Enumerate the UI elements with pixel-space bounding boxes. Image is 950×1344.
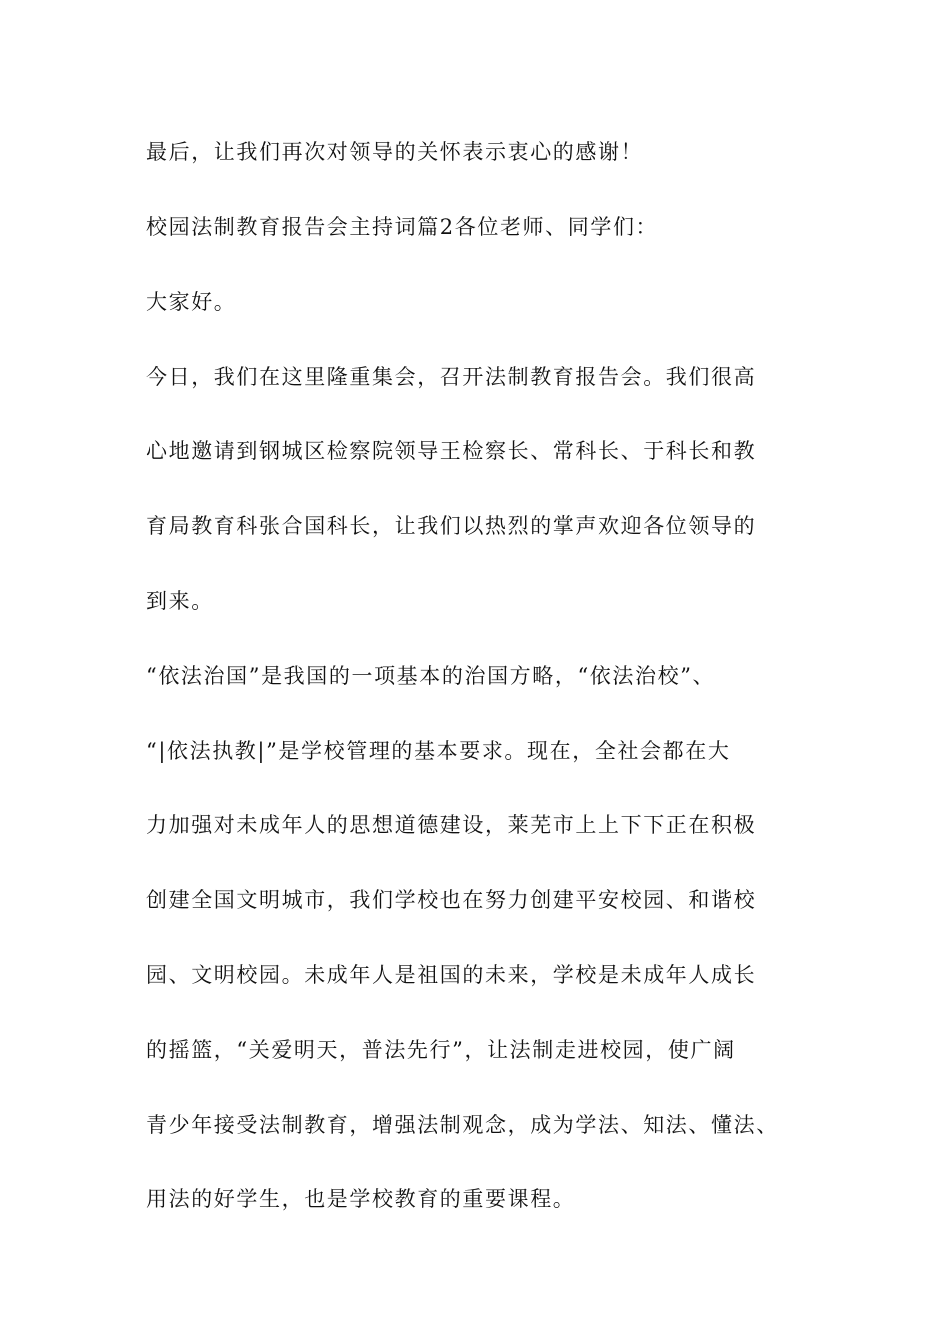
text-line-10: 力加强对未成年人的思想道德建设，莱芜市上上下下正在积极 (146, 813, 757, 837)
text-line-12: 园、文明校园。未成年人是祖国的未来，学校是未成年人成长 (146, 963, 757, 987)
text-line-11: 创建全国文明城市，我们学校也在努力创建平安校园、和谐校 (146, 888, 757, 912)
text-line-5: 心地邀请到钢城区检察院领导王检察长、常科长、于科长和教 (146, 439, 757, 463)
text-line-8: “依法治国”是我国的一项基本的治国方略，“依法治校”、 (146, 664, 716, 688)
text-line-9: “|依法执教|”是学校管理的基本要求。现在，全社会都在大 (146, 739, 731, 763)
text-line-14: 青少年接受法制教育，增强法制观念，成为学法、知法、懂法、 (146, 1113, 779, 1137)
text-line-6: 育局教育科张合国科长，让我们以热烈的掌声欢迎各位领导的 (146, 514, 757, 538)
text-line-7: 到来。 (146, 589, 214, 613)
text-line-4: 今日，我们在这里隆重集会，召开法制教育报告会。我们很高 (146, 365, 757, 389)
text-line-15: 用法的好学生，也是学校教育的重要课程。 (146, 1187, 576, 1211)
text-line-13: 的摇篮，“关爱明天，普法先行”，让法制走进校园，使广阔 (146, 1038, 736, 1062)
text-line-2: 校园法制教育报告会主持词篇2各位老师、同学们： (146, 215, 659, 239)
text-line-3: 大家好。 (146, 290, 237, 314)
text-line-1: 最后，让我们再次对领导的关怀表示衷心的感谢！ (146, 140, 644, 164)
